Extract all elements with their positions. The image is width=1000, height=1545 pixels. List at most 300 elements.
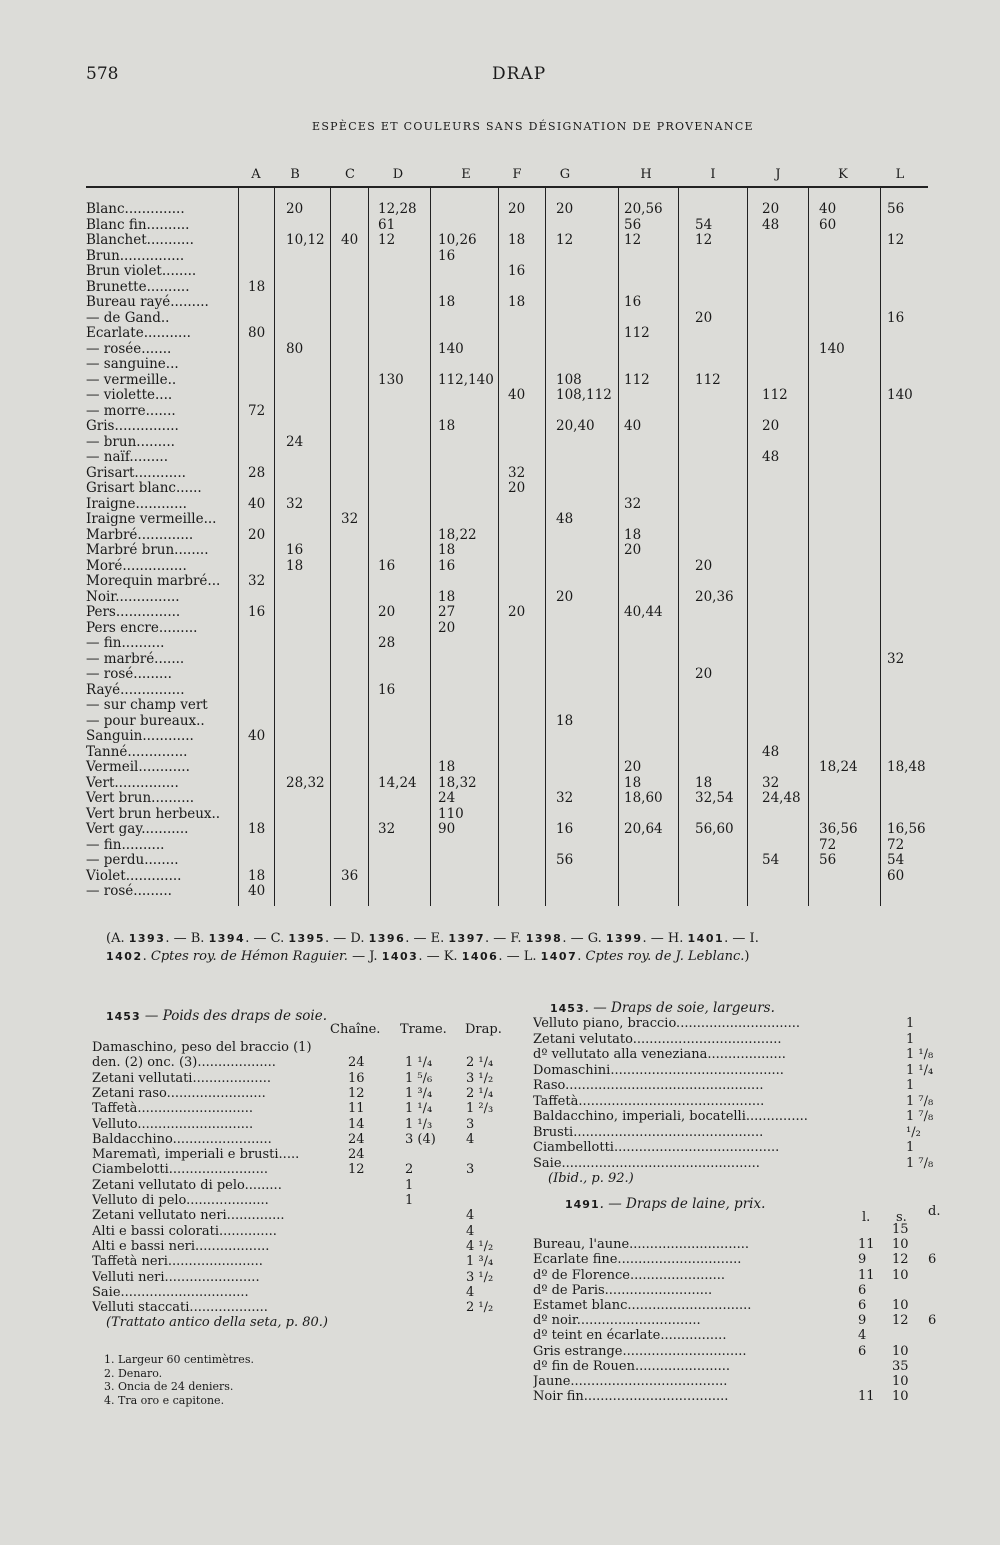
silk-weights-drap: 4 ¹/₂	[466, 1238, 494, 1254]
table-cell: 20	[508, 604, 526, 620]
column-header-B: B	[290, 167, 300, 182]
table-cell: 60	[887, 867, 905, 884]
table-cell: 20	[438, 619, 456, 636]
row-label: — de Gand..	[86, 309, 170, 326]
column-header-G: G	[559, 167, 571, 182]
column-rule	[498, 188, 499, 906]
table-cell: 12	[624, 232, 642, 248]
note-part: (A.	[106, 931, 129, 946]
note-part: . — B.	[165, 931, 209, 946]
column-header-K: K	[838, 167, 848, 182]
silk-widths-row-label: Raso................................................	[533, 1078, 764, 1093]
row-label: Vert brun..........	[86, 790, 195, 806]
table-cell: 72	[887, 836, 905, 853]
table-cell: 108	[556, 371, 582, 388]
note-part: 1403	[381, 950, 419, 963]
note-part: . — G.	[562, 931, 606, 946]
table-cell: 20	[695, 666, 713, 682]
wool-prices-row-label: Bureau, l'aune.............................	[533, 1237, 749, 1253]
silk-weights-chaine: 24	[348, 1055, 365, 1071]
year-label: 1453	[550, 1002, 585, 1015]
table-cell: 80	[248, 325, 266, 341]
wool-prices-row-label: Estamet blanc..............................	[533, 1298, 752, 1313]
table-cell: 24	[438, 790, 456, 806]
silk-weights-drap: 4	[466, 1284, 475, 1300]
wool-prices-livres: 11	[858, 1237, 875, 1253]
table-cell: 16	[556, 821, 574, 837]
row-label: Iraigne vermeille...	[86, 511, 217, 527]
column-header-L: L	[895, 167, 905, 182]
table-cell: 32	[887, 650, 905, 667]
table-cell: 54	[695, 216, 713, 233]
table-cell: 56,60	[695, 821, 734, 837]
table-cell: 18	[438, 759, 456, 775]
table-cell: 16	[378, 557, 396, 574]
row-label: — naïf.........	[86, 449, 168, 465]
row-label: — brun.........	[86, 433, 175, 450]
table-cell: 112	[624, 371, 650, 388]
table-cell: 10,26	[438, 232, 477, 248]
silk-weights-chaine: 14	[348, 1116, 365, 1132]
note-part: 1393	[128, 932, 166, 945]
table-cell: 24	[286, 433, 304, 450]
table-title: ESPÈCES ET COULEURS SANS DÉSIGNATION DE PROVENANCE	[312, 120, 754, 133]
note-part: )	[744, 949, 750, 964]
table-cell: 90	[438, 821, 456, 837]
footnote: 3. Oncia de 24 deniers.	[104, 1380, 234, 1393]
row-label: Blanc fin..........	[86, 216, 190, 233]
row-label: Vermeil............	[86, 759, 190, 775]
table-cell: 10,12	[286, 232, 325, 248]
table-cell: 16,56	[887, 821, 926, 837]
title-text: . — Draps de soie, largeurs.	[584, 1000, 775, 1016]
silk-weights-row-label: Zetani vellutato di pelo.........	[92, 1177, 282, 1193]
title-text: . — Draps de laine, prix.	[599, 1196, 766, 1212]
wool-prices-livres: 4	[858, 1328, 867, 1344]
table-cell: 48	[762, 743, 780, 760]
wool-prices-sous: 10	[892, 1237, 909, 1253]
silk-weights-title	[106, 1008, 327, 1024]
wool-prices-deniers: 6	[928, 1313, 937, 1329]
table-cell: 140	[438, 340, 464, 357]
row-label: — rosé.........	[86, 666, 172, 682]
table-cell: 20	[695, 557, 713, 574]
silk-widths-row-label: Baldacchino, imperiali, bocatelli...............	[533, 1109, 808, 1124]
silk-weights-source: (Trattato antico della seta, p. 80.)	[106, 1315, 328, 1331]
wool-prices-title	[565, 1196, 765, 1212]
silk-widths-row-label: Domaschini..........................................	[533, 1062, 784, 1078]
row-label: — fin..........	[86, 635, 165, 651]
silk-weights-drap: 4	[466, 1131, 475, 1147]
table-cell: 72	[819, 836, 837, 853]
sources-note-line2	[106, 948, 759, 966]
row-label: Ecarlate...........	[86, 325, 191, 341]
wool-prices-sous: 12	[892, 1313, 909, 1329]
silk-widths-value: 1	[906, 1078, 915, 1093]
table-cell: 112	[762, 387, 788, 403]
silk-weights-chaine: 12	[348, 1162, 365, 1178]
silk-widths-title	[550, 1000, 775, 1016]
table-cell: 112,140	[438, 371, 494, 388]
column-rule	[808, 188, 809, 906]
row-label: — sur champ vert	[86, 697, 208, 713]
row-label: — violette....	[86, 387, 173, 403]
table-cell: 72	[248, 402, 266, 419]
silk-widths-row-label: dº vellutato alla veneziana...................	[533, 1047, 786, 1062]
table-cell: 20	[286, 201, 304, 217]
column-rule	[678, 188, 679, 906]
row-label: Brun...............	[86, 247, 185, 264]
table-cell: 40	[819, 201, 837, 217]
silk-weights-row-label: Zetani vellutati...................	[92, 1070, 271, 1086]
silk-widths-value: 1 ¹/₈	[906, 1047, 934, 1062]
table-cell: 108,112	[556, 387, 612, 403]
wool-prices-sous: 10	[892, 1298, 909, 1313]
column-header-F: F	[512, 167, 522, 182]
table-cell: 16	[624, 294, 642, 310]
wool-prices-row-label: dº noir..............................	[533, 1313, 701, 1329]
table-cell: 18	[695, 774, 713, 791]
note-part: Cptes roy. de J. Leblanc.	[585, 949, 745, 964]
table-cell: 32	[248, 573, 266, 589]
note-part: . — E.	[405, 931, 449, 946]
table-cell: 20	[556, 588, 574, 605]
row-label: Vert brun herbeux..	[86, 805, 221, 822]
table-cell: 18	[438, 294, 456, 310]
silk-weights-drap: 4	[466, 1208, 475, 1224]
silk-widths-row-label: Ciambellotti........................................	[533, 1140, 780, 1155]
table-cell: 32,54	[695, 790, 734, 806]
footnote: 4. Tra oro e capitone.	[104, 1393, 225, 1407]
silk-weights-drap: 4	[466, 1223, 475, 1239]
table-cell: 32	[286, 495, 304, 512]
row-label: Sanguin............	[86, 728, 194, 744]
table-cell: 18	[556, 712, 574, 729]
table-cell: 20	[378, 604, 396, 620]
row-label: Noir...............	[86, 588, 180, 605]
table-cell: 18	[438, 542, 456, 558]
column-rule	[238, 188, 239, 906]
year-label: 1491	[565, 1198, 600, 1211]
wool-prices-row-label: Noir fin...................................	[533, 1389, 729, 1405]
wool-prices-row-label: Ecarlate fine..............................	[533, 1252, 742, 1268]
table-cell: 16	[438, 557, 456, 574]
silk-widths-source: (Ibid., p. 92.)	[548, 1171, 634, 1186]
silk-weights-row-label: den. (2) onc. (3)...................	[92, 1055, 276, 1071]
table-cell: 12	[556, 232, 574, 248]
note-part: . — L.	[498, 949, 541, 964]
table-cell: 130	[378, 371, 404, 388]
table-cell: 20,40	[556, 418, 595, 434]
table-cell: 28	[378, 635, 396, 651]
column-rule	[368, 188, 369, 906]
silk-weights-chaine: 12	[348, 1085, 365, 1101]
note-part: 1401	[687, 932, 725, 945]
column-rule	[330, 188, 331, 906]
note-part: .	[142, 949, 151, 964]
silk-weights-row-label: Zetani raso........................	[92, 1085, 266, 1101]
silk-widths-row-label: Zetani velutato....................................	[533, 1031, 782, 1047]
wool-prices-sous: 10	[892, 1343, 909, 1359]
note-part: 1394	[208, 932, 246, 945]
table-cell: 112	[695, 371, 721, 388]
wool-prices-livres: 6	[858, 1298, 867, 1313]
table-cell: 40	[248, 883, 266, 899]
note-part: 1402	[106, 950, 143, 963]
table-cell: 20	[624, 759, 642, 775]
table-cell: 40	[248, 728, 266, 744]
silk-weights-trame: 1	[405, 1193, 414, 1208]
table-cell: 56	[887, 201, 905, 217]
table-cell: 20	[508, 480, 526, 496]
row-label: Grisart............	[86, 464, 186, 481]
note-part: 1398	[525, 932, 563, 945]
header-rule	[86, 186, 928, 188]
table-cell: 16	[378, 681, 396, 698]
silk-weights-row-label: Taffetà............................	[92, 1101, 254, 1117]
table-cell: 32	[762, 774, 780, 791]
table-cell: 60	[819, 216, 837, 233]
wool-prices-header: d.	[928, 1204, 941, 1219]
table-cell: 20,56	[624, 201, 663, 217]
silk-weights-header: Trame.	[400, 1022, 447, 1037]
table-cell: 32	[508, 464, 526, 481]
table-cell: 18	[508, 294, 526, 310]
table-cell: 12	[378, 232, 396, 248]
table-cell: 40	[624, 418, 642, 434]
table-cell: 18	[624, 774, 642, 791]
table-cell: 112	[624, 325, 650, 341]
row-label: Pers...............	[86, 604, 181, 620]
column-header-H: H	[640, 167, 652, 182]
silk-weights-row-label: Velluti staccati...................	[92, 1300, 268, 1316]
silk-widths-value: 1	[906, 1031, 915, 1047]
table-cell: 36,56	[819, 821, 858, 837]
silk-weights-row-label: Velluti neri.......................	[92, 1269, 260, 1285]
row-label: Brunette..........	[86, 278, 190, 295]
wool-prices-row-label: dº teint en écarlate................	[533, 1328, 727, 1344]
note-part: . — D.	[324, 931, 369, 946]
silk-weights-row-label: Taffetà neri.......................	[92, 1254, 263, 1270]
silk-weights-trame: 1	[405, 1177, 414, 1193]
wool-prices-sous: 10	[892, 1374, 909, 1389]
table-cell: 28	[248, 464, 266, 481]
table-cell: 20	[695, 309, 713, 326]
wool-prices-livres: 6	[858, 1343, 867, 1359]
table-cell: 28,32	[286, 774, 325, 791]
silk-weights-row-label: Baldacchino........................	[92, 1131, 272, 1147]
wool-prices-livres: 9	[858, 1313, 867, 1329]
table-cell: 40	[341, 232, 359, 248]
silk-weights-drap: 2 ¹/₄	[466, 1055, 494, 1071]
column-header-A: A	[251, 167, 261, 182]
wool-prices-sous: 10	[892, 1389, 909, 1405]
silk-weights-row-label: Zetani vellutato neri..............	[92, 1208, 285, 1224]
column-rule	[747, 188, 748, 906]
silk-widths-value: 1 ¹/₄	[906, 1062, 934, 1078]
column-header-D: D	[392, 167, 404, 182]
silk-widths-value: 1	[906, 1140, 915, 1155]
sources-note	[106, 930, 759, 966]
row-label: Grisart blanc......	[86, 480, 202, 496]
silk-weights-row-label: Damaschino, peso del braccio (1)	[92, 1040, 312, 1055]
row-label: Vert...............	[86, 774, 179, 791]
silk-weights-trame: 1 ³/₄	[405, 1085, 433, 1101]
note-part: . — I.	[724, 931, 759, 946]
table-cell: 20	[762, 201, 780, 217]
table-cell: 36	[341, 867, 359, 884]
table-cell: 20	[508, 201, 526, 217]
table-cell: 54	[887, 852, 905, 868]
note-part: .	[577, 949, 586, 964]
row-label: Brun violet........	[86, 263, 197, 279]
table-cell: 32	[341, 511, 359, 527]
row-label: Vert gay...........	[86, 821, 189, 837]
wool-prices-livres: 6	[858, 1282, 867, 1298]
wool-prices-row-label: dº de Paris..........................	[533, 1282, 713, 1298]
table-cell: 16	[286, 542, 304, 558]
silk-widths-row-label: Velluto piano, braccio..............................	[533, 1016, 801, 1031]
wool-prices-sous: 10	[892, 1267, 909, 1283]
silk-weights-drap: 3 ¹/₂	[466, 1070, 494, 1086]
table-cell: 40	[508, 387, 526, 403]
note-part: 1397	[448, 932, 486, 945]
table-cell: 48	[556, 511, 574, 527]
silk-widths-value: 1 ⁷/₈	[906, 1155, 934, 1171]
silk-weights-header: Chaîne.	[330, 1022, 381, 1037]
table-cell: 24,48	[762, 790, 801, 806]
wool-prices-deniers: 6	[928, 1252, 937, 1268]
silk-weights-drap: 1 ³/₄	[466, 1254, 494, 1270]
silk-widths-value: 1 ⁷/₈	[906, 1093, 934, 1109]
table-cell: 12	[887, 232, 905, 248]
silk-weights-drap: 2 ¹/₂	[466, 1300, 494, 1316]
wool-prices-sous: 15	[892, 1222, 909, 1237]
table-cell: 16	[438, 247, 456, 264]
row-label: — sanguine...	[86, 356, 179, 372]
silk-widths-value: 1	[906, 1016, 915, 1031]
silk-widths-row-label: Taffetà.............................................	[533, 1093, 765, 1109]
row-label: Morequin marbré...	[86, 573, 221, 589]
silk-weights-row-label: Alti e bassi neri..................	[92, 1238, 270, 1254]
row-label: Blanchet...........	[86, 232, 194, 248]
table-cell: 18	[248, 867, 266, 884]
table-cell: 20,36	[695, 588, 734, 605]
footnote: 2. Denaro.	[104, 1366, 163, 1380]
note-part: 1406	[461, 950, 499, 963]
silk-weights-drap: 3	[466, 1162, 475, 1178]
silk-weights-row-label: Velluto............................	[92, 1116, 254, 1132]
column-rule	[274, 188, 275, 906]
silk-weights-drap: 2 ¹/₄	[466, 1085, 494, 1101]
column-header-E: E	[461, 167, 471, 182]
table-cell: 18	[248, 821, 266, 837]
row-label: Moré...............	[86, 557, 187, 574]
row-label: — vermeille..	[86, 371, 177, 388]
table-cell: 54	[762, 852, 780, 868]
table-cell: 40	[248, 495, 266, 512]
column-rule	[618, 188, 619, 906]
row-label: Pers encre.........	[86, 619, 198, 636]
silk-weights-row-label: Alti e bassi colorati..............	[92, 1223, 277, 1239]
table-cell: 40,44	[624, 604, 663, 620]
note-part: Cptes roy. de Hémon Raguier.	[150, 949, 348, 964]
note-part: . — F.	[485, 931, 526, 946]
note-part: . — K.	[418, 949, 462, 964]
silk-weights-chaine: 11	[348, 1101, 365, 1117]
wool-prices-livres: 11	[858, 1389, 875, 1405]
silk-weights-row-label: Velluto di pelo....................	[92, 1193, 269, 1208]
table-cell: 32	[556, 790, 574, 806]
silk-widths-row-label: Saie................................................	[533, 1155, 760, 1171]
row-label: — fin..........	[86, 836, 165, 853]
table-cell: 18	[508, 232, 526, 248]
table-cell: 18	[286, 557, 304, 574]
note-part: 1399	[605, 932, 643, 945]
table-cell: 56	[556, 852, 574, 868]
silk-weights-trame: 3 (4)	[405, 1131, 436, 1147]
table-cell: 27	[438, 604, 456, 620]
page-number: 578	[86, 64, 119, 84]
row-label: Gris...............	[86, 418, 179, 434]
wool-prices-livres: 11	[858, 1267, 875, 1283]
table-cell: 18	[248, 278, 266, 295]
title-text: — Poids des draps de soie.	[140, 1008, 327, 1024]
column-header-C: C	[345, 167, 355, 182]
row-label: — morre.......	[86, 402, 176, 419]
table-cell: 16	[248, 604, 266, 620]
table-cell: 56	[819, 852, 837, 868]
silk-weights-trame: 1 ¹/₃	[405, 1116, 433, 1132]
silk-weights-trame: 1 ¹/₄	[405, 1101, 433, 1117]
note-part: 1396	[368, 932, 406, 945]
note-part: — J.	[347, 949, 382, 964]
table-cell: 20	[624, 542, 642, 558]
row-label: Tanné..............	[86, 743, 188, 760]
wool-prices-sous: 35	[892, 1358, 909, 1374]
column-rule	[430, 188, 431, 906]
wool-prices-livres: 9	[858, 1252, 867, 1268]
table-cell: 48	[762, 216, 780, 233]
table-cell: 12,28	[378, 201, 417, 217]
table-cell: 18	[438, 588, 456, 605]
silk-weights-header: Drap.	[465, 1022, 502, 1037]
table-cell: 20,64	[624, 821, 663, 837]
table-cell: 18	[624, 526, 642, 543]
table-cell: 14,24	[378, 774, 417, 791]
table-cell: 140	[819, 340, 845, 357]
silk-weights-row-label: Marematì, imperiali e brusti.....	[92, 1147, 300, 1163]
table-cell: 32	[378, 821, 396, 837]
silk-weights-trame: 1 ⁵/₆	[405, 1070, 433, 1086]
silk-weights-trame: 1 ¹/₄	[405, 1055, 433, 1071]
wool-prices-header: s.	[896, 1210, 907, 1225]
footnote: 1. Largeur 60 centimètres.	[104, 1353, 254, 1366]
table-cell: 20	[248, 526, 266, 543]
table-cell: 18,22	[438, 526, 477, 543]
table-cell: 20	[556, 201, 574, 217]
table-cell: 48	[762, 449, 780, 465]
table-cell: 18,60	[624, 790, 663, 806]
table-cell: 16	[887, 309, 905, 326]
silk-widths-row-label: Brusti..............................................	[533, 1124, 764, 1140]
row-label: Blanc..............	[86, 201, 185, 217]
table-cell: 18	[438, 418, 456, 434]
silk-weights-row-label: Ciambelotti........................	[92, 1162, 268, 1178]
table-cell: 110	[438, 805, 464, 822]
note-part: 1395	[288, 932, 325, 945]
table-cell: 20	[762, 418, 780, 434]
